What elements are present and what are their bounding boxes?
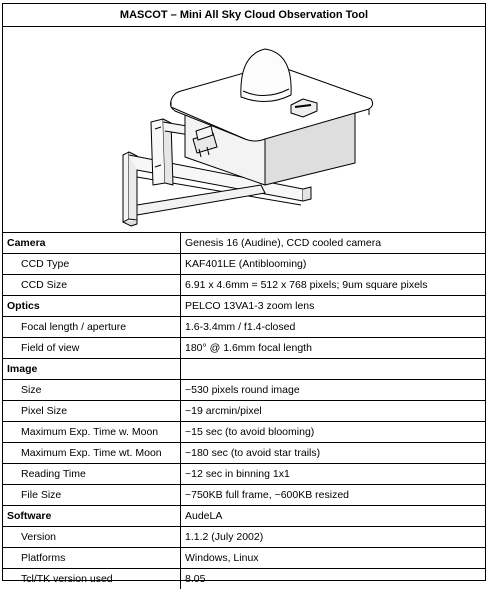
spec-row <box>3 569 485 589</box>
document-title: MASCOT – Mini All Sky Cloud Observation Tool <box>3 4 485 27</box>
spec-value: ~19 arcmin/pixel <box>181 401 486 422</box>
spec-row <box>3 254 485 275</box>
spec-value: ~12 sec in binning 1x1 <box>181 464 486 485</box>
section-label: Optics <box>3 296 181 317</box>
spec-value: 180° @ 1.6mm focal length <box>181 338 486 359</box>
spec-label: Field of view <box>3 338 181 359</box>
camera-drawing <box>3 27 485 233</box>
spec-value: 1.1.2 (July 2002) <box>181 527 486 548</box>
spec-table <box>3 233 485 589</box>
spec-value: 8.05 <box>181 569 486 589</box>
spec-row <box>3 401 485 422</box>
spec-value: ~180 sec (to avoid star trails) <box>181 443 486 464</box>
spec-label: Focal length / aperture <box>3 317 181 338</box>
spec-row <box>3 527 485 548</box>
spec-value: 1.6-3.4mm / f1.4-closed <box>181 317 486 338</box>
spec-row <box>3 380 485 401</box>
spec-label: CCD Type <box>3 254 181 275</box>
spec-row <box>3 464 485 485</box>
spec-label: Tcl/TK version used <box>3 569 181 589</box>
section-label: Image <box>3 359 181 380</box>
spec-label: Maximum Exp. Time w. Moon <box>3 422 181 443</box>
spec-value <box>181 359 486 380</box>
spec-value: ~530 pixels round image <box>181 380 486 401</box>
spec-label: File Size <box>3 485 181 506</box>
spec-label: Platforms <box>3 548 181 569</box>
spec-value: ~15 sec (to avoid blooming) <box>181 422 486 443</box>
spec-label: Maximum Exp. Time wt. Moon <box>3 443 181 464</box>
spec-row <box>3 485 485 506</box>
camera-illustration <box>3 27 485 232</box>
section-label: Software <box>3 506 181 527</box>
spec-row <box>3 233 485 254</box>
spec-sheet <box>2 3 486 581</box>
spec-row <box>3 317 485 338</box>
spec-value: Genesis 16 (Audine), CCD cooled camera <box>181 233 486 254</box>
spec-value: KAF401LE (Antiblooming) <box>181 254 486 275</box>
section-label: Camera <box>3 233 181 254</box>
spec-row <box>3 422 485 443</box>
spec-label: Version <box>3 527 181 548</box>
spec-label: CCD Size <box>3 275 181 296</box>
spec-label: Reading Time <box>3 464 181 485</box>
spec-row <box>3 338 485 359</box>
spec-value: PELCO 13VA1-3 zoom lens <box>181 296 486 317</box>
spec-value: ~750KB full frame, ~600KB resized <box>181 485 486 506</box>
housing-drawing <box>171 49 373 185</box>
spec-label: Size <box>3 380 181 401</box>
spec-value: AudeLA <box>181 506 486 527</box>
spec-row <box>3 296 485 317</box>
spec-row <box>3 506 485 527</box>
spec-row <box>3 443 485 464</box>
spec-row <box>3 275 485 296</box>
spec-row <box>3 548 485 569</box>
spec-row <box>3 359 485 380</box>
spec-value: Windows, Linux <box>181 548 486 569</box>
spec-label: Pixel Size <box>3 401 181 422</box>
spec-value: 6.91 x 4.6mm = 512 x 768 pixels; 9um square pixels <box>181 275 486 296</box>
